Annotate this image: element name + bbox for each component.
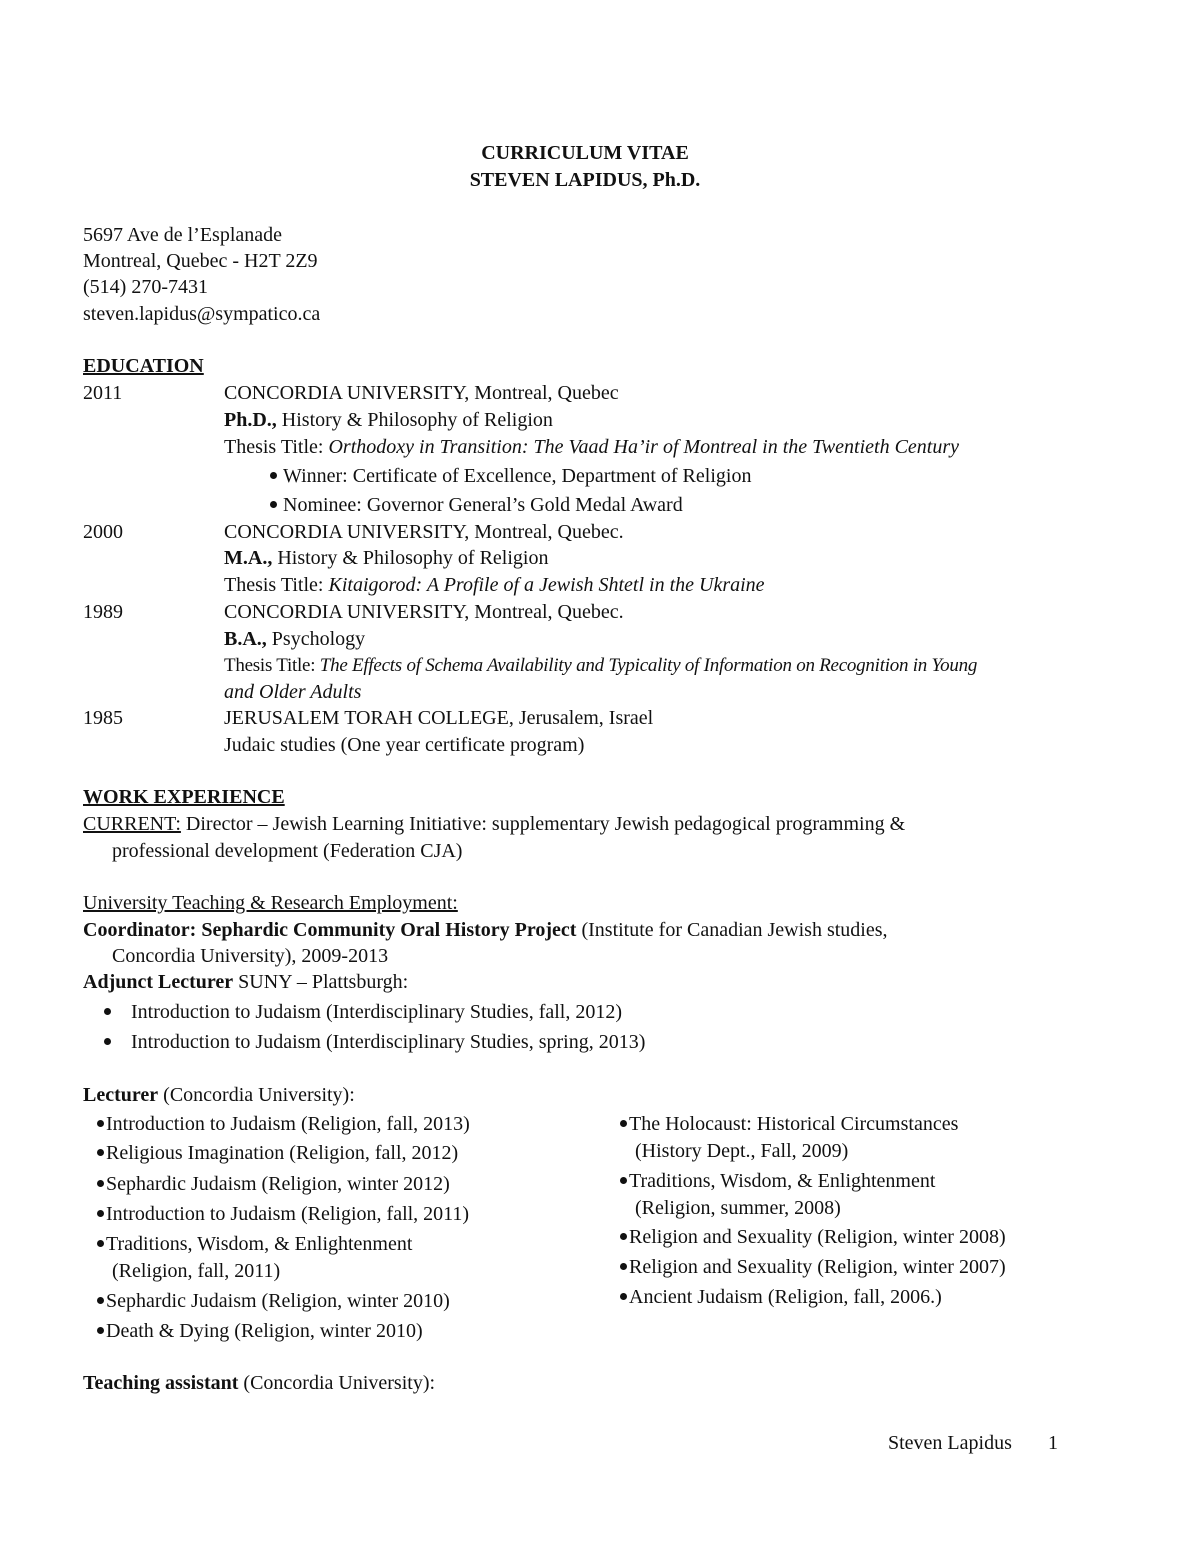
bullet-icon [97, 1327, 104, 1334]
edu-degree-line [224, 545, 548, 572]
current-text: Director – Jewish Learning Initiative: supplementary Jewish pedagogical programming & [180, 813, 906, 835]
edu-institution: CONCORDIA UNIVERSITY, Montreal, Quebec. [224, 601, 624, 623]
lecturer-line [83, 1082, 355, 1109]
edu-year: 2000 [83, 521, 123, 543]
adjunct-line [83, 969, 408, 996]
ta-text: (Concordia University): [238, 1372, 436, 1394]
ta-line [83, 1370, 435, 1397]
lecturer-course: Traditions, Wisdom, & Enlightenment [620, 1168, 935, 1195]
cv-name: STEVEN LAPIDUS, Ph.D. [469, 169, 701, 191]
honor-item: Nominee: Governor General’s Gold Medal Award [270, 492, 683, 519]
thesis-title: The Effects of Schema Availability and Typicality of Information on Recognition in Young [319, 655, 978, 676]
lecturer-course: Sephardic Judaism (Religion, winter 2012) [97, 1171, 450, 1198]
thesis-title-cont: and Older Adults [224, 681, 362, 703]
bullet-icon [620, 1177, 627, 1184]
thesis-label: Thesis Title: [224, 436, 329, 458]
current-label: CURRENT: [83, 813, 181, 835]
coordinator-text: (Institute for Canadian Jewish studies, [576, 919, 888, 941]
contact-email: steven.lapidus@sympatico.ca [83, 303, 321, 325]
bullet-icon [97, 1240, 104, 1247]
lecturer-course: The Holocaust: Historical Circumstances [620, 1111, 958, 1138]
lecturer-course-cont: (History Dept., Fall, 2009) [635, 1140, 849, 1162]
edu-degree: B.A., [224, 628, 267, 650]
work-heading: WORK EXPERIENCE [83, 786, 285, 808]
thesis-title: Kitaigorod: A Profile of a Jewish Shtetl in the Ukraine [328, 574, 765, 596]
thesis-title: Orthodoxy in Transition: The Vaad Ha’ir of Montreal in the Twentieth Century [328, 436, 960, 458]
bullet-icon [97, 1210, 104, 1217]
bullet-icon [104, 1008, 111, 1015]
lecturer-course-cont: (Religion, fall, 2011) [112, 1260, 281, 1282]
edu-thesis-line [224, 572, 765, 599]
bullet-icon [97, 1297, 104, 1304]
edu-institution: JERUSALEM TORAH COLLEGE, Jerusalem, Israel [224, 707, 654, 729]
coordinator-text-cont: Concordia University), 2009-2013 [112, 945, 389, 967]
lecturer-course: Religious Imagination (Religion, fall, 2012) [97, 1140, 458, 1167]
edu-field: History & Philosophy of Religion [276, 409, 553, 431]
edu-thesis-line [224, 652, 977, 679]
lecturer-course: Religion and Sexuality (Religion, winter 2007) [620, 1254, 1006, 1281]
coordinator-label: Coordinator: Sephardic Community Oral History Project [83, 919, 577, 941]
bullet-icon [97, 1149, 104, 1156]
current-text-cont: professional development (Federation CJA) [112, 840, 463, 862]
lecturer-course: Ancient Judaism (Religion, fall, 2006.) [620, 1284, 942, 1311]
contact-address: 5697 Ave de l’Esplanade [83, 224, 283, 246]
edu-year: 2011 [83, 382, 123, 404]
honor-item: Winner: Certificate of Excellence, Department of Religion [270, 463, 751, 490]
footer-name: Steven Lapidus [888, 1432, 1012, 1454]
edu-thesis-line [224, 434, 959, 461]
thesis-label: Thesis Title: [224, 655, 320, 676]
lecturer-course: Introduction to Judaism (Religion, fall, 2013) [97, 1111, 470, 1138]
contact-city: Montreal, Quebec - H2T 2Z9 [83, 250, 318, 272]
edu-year: 1989 [83, 601, 123, 623]
bullet-icon [620, 1233, 627, 1240]
page-number: 1 [1048, 1432, 1058, 1454]
adjunct-course: Introduction to Judaism (Interdisciplinary Studies, spring, 2013) [104, 1029, 645, 1056]
coordinator-line [83, 917, 888, 944]
edu-field: Psychology [266, 628, 366, 650]
bullet-icon [97, 1120, 104, 1127]
edu-degree: Ph.D., [224, 409, 277, 431]
lecturer-course: Sephardic Judaism (Religion, winter 2010) [97, 1288, 450, 1315]
education-heading: EDUCATION [83, 355, 204, 377]
lecturer-label: Lecturer [83, 1084, 159, 1106]
lecturer-course: Traditions, Wisdom, & Enlightenment [97, 1231, 412, 1258]
lecturer-text: (Concordia University): [158, 1084, 355, 1106]
bullet-icon [620, 1263, 627, 1270]
ta-label: Teaching assistant [83, 1372, 239, 1394]
bullet-icon [104, 1038, 111, 1045]
adjunct-text: SUNY – Plattsburgh: [233, 971, 409, 993]
bullet-icon [97, 1180, 104, 1187]
edu-field: History & Philosophy of Religion [272, 547, 549, 569]
adjunct-label: Adjunct Lecturer [83, 971, 234, 993]
contact-phone: (514) 270-7431 [83, 276, 208, 298]
lecturer-course: Death & Dying (Religion, winter 2010) [97, 1318, 423, 1345]
lecturer-course-cont: (Religion, summer, 2008) [635, 1197, 841, 1219]
edu-institution: CONCORDIA UNIVERSITY, Montreal, Quebec. [224, 521, 624, 543]
cv-title: CURRICULUM VITAE [481, 142, 689, 164]
edu-degree-line [224, 626, 365, 653]
bullet-icon [270, 472, 277, 479]
thesis-label: Thesis Title: [224, 574, 329, 596]
edu-degree-line [224, 407, 553, 434]
edu-year: 1985 [83, 707, 123, 729]
bullet-icon [620, 1293, 627, 1300]
edu-institution: CONCORDIA UNIVERSITY, Montreal, Quebec [224, 382, 619, 404]
current-position [83, 811, 905, 838]
adjunct-course: Introduction to Judaism (Interdisciplinary Studies, fall, 2012) [104, 999, 622, 1026]
bullet-icon [620, 1120, 627, 1127]
teaching-heading: University Teaching & Research Employment: [83, 892, 458, 914]
lecturer-course: Religion and Sexuality (Religion, winter 2008) [620, 1224, 1006, 1251]
lecturer-course: Introduction to Judaism (Religion, fall, 2011) [97, 1201, 469, 1228]
bullet-icon [270, 501, 277, 508]
edu-degree: M.A., [224, 547, 273, 569]
edu-program: Judaic studies (One year certificate program) [224, 734, 585, 756]
